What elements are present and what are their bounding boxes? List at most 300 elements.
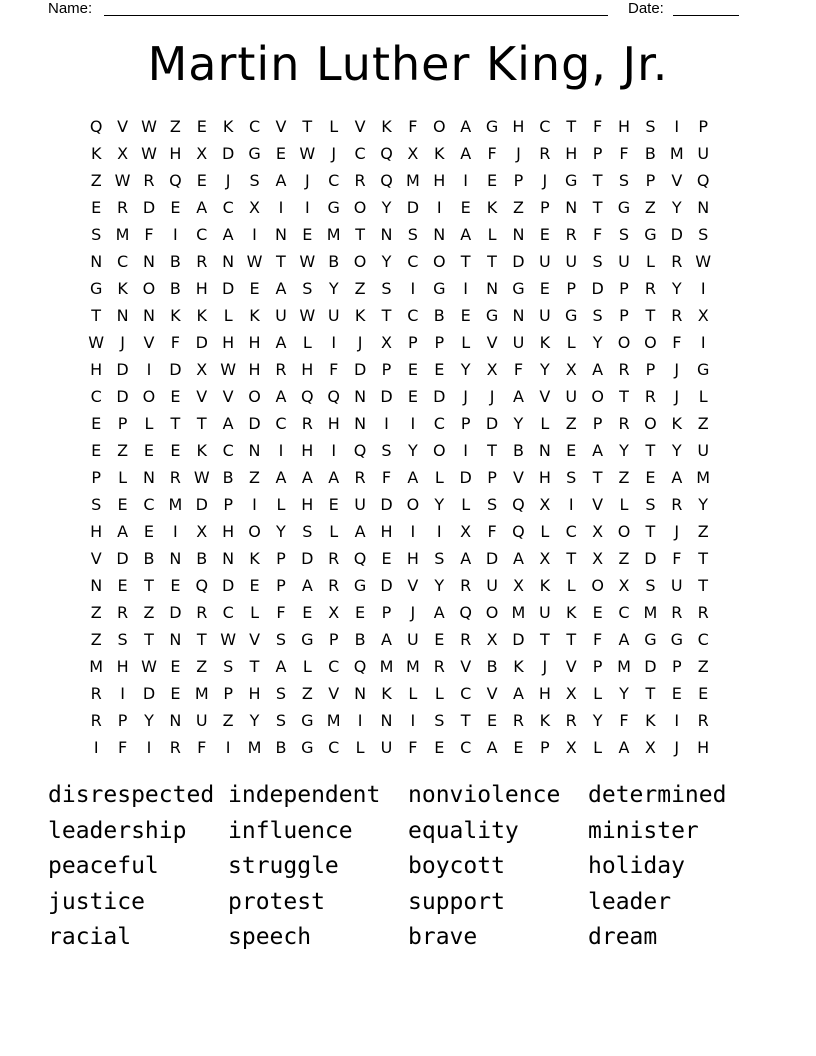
grid-letter[interactable]: Z bbox=[697, 522, 709, 541]
grid-letter[interactable]: H bbox=[248, 684, 261, 703]
grid-letter[interactable]: R bbox=[354, 171, 366, 190]
grid-letter[interactable]: Z bbox=[222, 711, 234, 730]
grid-letter[interactable]: H bbox=[248, 333, 261, 352]
grid-letter[interactable]: C bbox=[328, 171, 340, 190]
grid-letter[interactable]: L bbox=[619, 495, 629, 514]
grid-letter[interactable]: O bbox=[248, 387, 261, 406]
grid-letter[interactable]: O bbox=[353, 198, 367, 217]
grid-letter[interactable]: W bbox=[299, 306, 316, 325]
grid-letter[interactable]: R bbox=[565, 711, 577, 730]
grid-letter[interactable]: L bbox=[593, 738, 603, 757]
grid-letter[interactable]: L bbox=[118, 468, 128, 487]
grid-letter[interactable]: U bbox=[670, 576, 683, 595]
grid-letter[interactable]: E bbox=[91, 414, 102, 433]
grid-letter[interactable]: A bbox=[354, 522, 366, 541]
grid-letter[interactable]: N bbox=[142, 468, 155, 487]
grid-letter[interactable]: E bbox=[698, 684, 709, 703]
grid-letter[interactable]: M bbox=[247, 738, 262, 757]
grid-letter[interactable]: W bbox=[88, 333, 105, 352]
grid-letter[interactable]: A bbox=[460, 225, 472, 244]
grid-letter[interactable]: Z bbox=[618, 468, 630, 487]
grid-letter[interactable]: Q bbox=[353, 657, 367, 676]
grid-letter[interactable]: H bbox=[301, 495, 314, 514]
grid-letter[interactable]: T bbox=[487, 252, 497, 271]
grid-letter[interactable]: Y bbox=[592, 711, 603, 730]
grid-letter[interactable]: B bbox=[196, 549, 208, 568]
grid-letter[interactable]: D bbox=[380, 387, 393, 406]
grid-letter[interactable]: V bbox=[328, 684, 340, 703]
grid-letter[interactable]: X bbox=[249, 198, 261, 217]
grid-letter[interactable]: J bbox=[304, 171, 310, 190]
grid-letter[interactable]: W bbox=[193, 468, 210, 487]
grid-letter[interactable]: C bbox=[460, 738, 472, 757]
grid-letter[interactable]: A bbox=[592, 360, 604, 379]
grid-letter[interactable]: G bbox=[565, 306, 578, 325]
grid-letter[interactable]: F bbox=[408, 738, 418, 757]
grid-letter[interactable]: R bbox=[90, 684, 102, 703]
grid-letter[interactable]: L bbox=[461, 495, 471, 514]
grid-letter[interactable]: D bbox=[644, 549, 657, 568]
grid-letter[interactable]: R bbox=[618, 414, 630, 433]
grid-letter[interactable]: X bbox=[592, 522, 604, 541]
grid-letter[interactable]: V bbox=[539, 387, 551, 406]
grid-letter[interactable]: K bbox=[196, 306, 207, 325]
grid-letter[interactable]: F bbox=[381, 468, 392, 487]
grid-letter[interactable]: E bbox=[592, 603, 603, 622]
grid-letter[interactable]: M bbox=[89, 657, 104, 676]
grid-letter[interactable]: H bbox=[512, 117, 525, 136]
grid-letter[interactable]: F bbox=[619, 144, 629, 163]
grid-letter[interactable]: O bbox=[142, 279, 156, 298]
name-blank-line[interactable] bbox=[104, 15, 608, 16]
grid-letter[interactable]: B bbox=[222, 468, 234, 487]
grid-letter[interactable]: I bbox=[278, 441, 284, 460]
grid-letter[interactable]: E bbox=[117, 495, 128, 514]
grid-letter[interactable]: E bbox=[487, 711, 498, 730]
grid-letter[interactable]: E bbox=[434, 738, 445, 757]
grid-letter[interactable]: W bbox=[220, 360, 237, 379]
grid-letter[interactable]: T bbox=[460, 711, 471, 730]
grid-letter[interactable]: P bbox=[381, 603, 392, 622]
grid-letter[interactable]: P bbox=[276, 549, 286, 568]
grid-letter[interactable]: N bbox=[380, 225, 393, 244]
grid-letter[interactable]: P bbox=[619, 306, 629, 325]
grid-letter[interactable]: F bbox=[672, 333, 682, 352]
grid-letter[interactable]: C bbox=[90, 387, 102, 406]
grid-letter[interactable]: D bbox=[380, 576, 393, 595]
grid-letter[interactable]: D bbox=[353, 360, 367, 379]
grid-letter[interactable]: H bbox=[538, 468, 551, 487]
grid-letter[interactable]: R bbox=[644, 387, 656, 406]
grid-letter[interactable]: S bbox=[592, 306, 603, 325]
grid-letter[interactable]: C bbox=[565, 522, 577, 541]
grid-letter[interactable]: L bbox=[302, 657, 312, 676]
grid-letter[interactable]: D bbox=[512, 630, 525, 649]
grid-letter[interactable]: S bbox=[91, 225, 102, 244]
grid-letter[interactable]: A bbox=[117, 522, 129, 541]
grid-letter[interactable]: K bbox=[249, 549, 260, 568]
grid-letter[interactable]: K bbox=[170, 306, 181, 325]
grid-letter[interactable]: P bbox=[487, 468, 497, 487]
grid-letter[interactable]: Y bbox=[619, 441, 629, 460]
grid-letter[interactable]: I bbox=[331, 333, 337, 352]
grid-letter[interactable]: F bbox=[672, 549, 682, 568]
grid-letter[interactable]: S bbox=[645, 576, 656, 595]
grid-letter[interactable]: D bbox=[195, 333, 208, 352]
grid-letter[interactable]: Z bbox=[301, 684, 313, 703]
grid-letter[interactable]: B bbox=[143, 549, 155, 568]
grid-letter[interactable]: Q bbox=[512, 522, 525, 541]
grid-letter[interactable]: V bbox=[196, 387, 208, 406]
grid-letter[interactable]: V bbox=[486, 333, 498, 352]
grid-letter[interactable]: L bbox=[434, 468, 444, 487]
grid-letter[interactable]: S bbox=[302, 279, 313, 298]
grid-letter[interactable]: S bbox=[381, 441, 392, 460]
grid-letter[interactable]: U bbox=[327, 306, 340, 325]
grid-letter[interactable]: R bbox=[169, 738, 181, 757]
grid-letter[interactable]: S bbox=[407, 225, 418, 244]
grid-letter[interactable]: X bbox=[565, 360, 577, 379]
grid-letter[interactable]: U bbox=[407, 630, 419, 649]
grid-letter[interactable]: K bbox=[539, 333, 551, 352]
grid-letter[interactable]: A bbox=[275, 171, 287, 190]
grid-letter[interactable]: B bbox=[486, 657, 498, 676]
grid-letter[interactable]: X bbox=[196, 522, 208, 541]
grid-letter[interactable]: M bbox=[168, 495, 183, 514]
grid-letter[interactable]: N bbox=[354, 684, 367, 703]
grid-letter[interactable]: G bbox=[433, 279, 446, 298]
grid-letter[interactable]: Y bbox=[539, 360, 550, 379]
grid-letter[interactable]: Q bbox=[380, 171, 393, 190]
grid-letter[interactable]: H bbox=[116, 657, 129, 676]
grid-letter[interactable]: Y bbox=[592, 333, 603, 352]
grid-letter[interactable]: A bbox=[222, 225, 234, 244]
grid-letter[interactable]: Z bbox=[90, 603, 102, 622]
grid-letter[interactable]: T bbox=[592, 171, 603, 190]
grid-letter[interactable]: S bbox=[645, 117, 656, 136]
grid-letter[interactable]: L bbox=[540, 522, 550, 541]
grid-letter[interactable]: U bbox=[380, 738, 393, 757]
grid-letter[interactable]: R bbox=[196, 252, 208, 271]
grid-letter[interactable]: Q bbox=[169, 171, 182, 190]
grid-letter[interactable]: A bbox=[433, 603, 445, 622]
grid-letter[interactable]: H bbox=[195, 279, 208, 298]
grid-letter[interactable]: V bbox=[143, 333, 155, 352]
grid-letter[interactable]: Z bbox=[697, 414, 709, 433]
grid-letter[interactable]: I bbox=[252, 225, 257, 244]
grid-letter[interactable]: K bbox=[117, 279, 128, 298]
grid-letter[interactable]: H bbox=[538, 684, 551, 703]
grid-letter[interactable]: R bbox=[169, 468, 181, 487]
grid-letter[interactable]: G bbox=[301, 738, 314, 757]
grid-letter[interactable]: R bbox=[328, 576, 340, 595]
grid-letter[interactable]: L bbox=[302, 333, 312, 352]
grid-letter[interactable]: S bbox=[275, 630, 286, 649]
grid-letter[interactable]: G bbox=[248, 144, 261, 163]
grid-letter[interactable]: Z bbox=[117, 441, 129, 460]
grid-letter[interactable]: E bbox=[143, 441, 155, 460]
grid-letter[interactable]: P bbox=[592, 144, 603, 163]
grid-letter[interactable]: G bbox=[327, 198, 340, 217]
grid-letter[interactable]: P bbox=[540, 198, 550, 217]
grid-letter[interactable]: N bbox=[169, 630, 182, 649]
grid-letter[interactable]: F bbox=[619, 711, 629, 730]
grid-letter[interactable]: V bbox=[117, 117, 129, 136]
grid-letter[interactable]: H bbox=[248, 360, 261, 379]
grid-letter[interactable]: I bbox=[384, 414, 389, 433]
grid-letter[interactable]: G bbox=[89, 279, 103, 298]
grid-letter[interactable]: J bbox=[489, 387, 495, 406]
grid-letter[interactable]: N bbox=[354, 414, 367, 433]
grid-letter[interactable]: F bbox=[593, 117, 603, 136]
grid-letter[interactable]: E bbox=[671, 684, 682, 703]
grid-letter[interactable]: S bbox=[566, 468, 577, 487]
grid-letter[interactable]: U bbox=[697, 441, 710, 460]
grid-letter[interactable]: E bbox=[170, 387, 181, 406]
grid-letter[interactable]: S bbox=[223, 657, 234, 676]
grid-letter[interactable]: E bbox=[328, 495, 339, 514]
grid-letter[interactable]: E bbox=[170, 198, 181, 217]
grid-letter[interactable]: E bbox=[407, 387, 418, 406]
grid-letter[interactable]: F bbox=[170, 333, 180, 352]
grid-letter[interactable]: L bbox=[645, 252, 655, 271]
grid-letter[interactable]: H bbox=[169, 144, 182, 163]
grid-letter[interactable]: X bbox=[512, 576, 524, 595]
grid-letter[interactable]: V bbox=[512, 468, 524, 487]
grid-letter[interactable]: F bbox=[487, 522, 497, 541]
grid-letter[interactable]: T bbox=[645, 306, 656, 325]
grid-letter[interactable]: E bbox=[275, 144, 286, 163]
grid-letter[interactable]: K bbox=[196, 441, 207, 460]
grid-letter[interactable]: E bbox=[645, 468, 656, 487]
grid-letter[interactable]: X bbox=[486, 630, 498, 649]
grid-letter[interactable]: F bbox=[197, 738, 207, 757]
grid-letter[interactable]: Q bbox=[353, 441, 367, 460]
grid-letter[interactable]: D bbox=[485, 414, 499, 433]
grid-letter[interactable]: T bbox=[698, 549, 709, 568]
grid-letter[interactable]: X bbox=[460, 522, 472, 541]
grid-letter[interactable]: Z bbox=[90, 630, 102, 649]
grid-letter[interactable]: Y bbox=[698, 495, 709, 514]
grid-letter[interactable]: Y bbox=[513, 414, 524, 433]
grid-letter[interactable]: L bbox=[144, 414, 154, 433]
grid-letter[interactable]: I bbox=[252, 495, 257, 514]
grid-letter[interactable]: N bbox=[380, 711, 393, 730]
grid-letter[interactable]: K bbox=[434, 144, 445, 163]
grid-letter[interactable]: B bbox=[328, 252, 340, 271]
grid-letter[interactable]: O bbox=[485, 603, 499, 622]
grid-letter[interactable]: O bbox=[248, 522, 261, 541]
grid-letter[interactable]: U bbox=[538, 252, 551, 271]
grid-letter[interactable]: A bbox=[512, 387, 524, 406]
grid-letter[interactable]: A bbox=[460, 117, 472, 136]
grid-letter[interactable]: L bbox=[461, 333, 471, 352]
grid-letter[interactable]: J bbox=[674, 387, 680, 406]
grid-letter[interactable]: C bbox=[539, 117, 551, 136]
grid-letter[interactable]: C bbox=[433, 414, 445, 433]
grid-letter[interactable]: P bbox=[698, 117, 708, 136]
grid-letter[interactable]: F bbox=[329, 360, 339, 379]
grid-letter[interactable]: A bbox=[618, 630, 630, 649]
grid-letter[interactable]: Y bbox=[671, 279, 682, 298]
grid-letter[interactable]: T bbox=[487, 441, 497, 460]
grid-letter[interactable]: O bbox=[432, 117, 446, 136]
grid-letter[interactable]: T bbox=[196, 630, 207, 649]
grid-letter[interactable]: Q bbox=[327, 387, 340, 406]
grid-letter[interactable]: V bbox=[460, 657, 472, 676]
grid-letter[interactable]: U bbox=[195, 711, 208, 730]
grid-letter[interactable]: D bbox=[195, 495, 208, 514]
grid-letter[interactable]: P bbox=[328, 630, 339, 649]
grid-letter[interactable]: M bbox=[617, 657, 631, 676]
grid-letter[interactable]: W bbox=[141, 117, 157, 136]
grid-letter[interactable]: Z bbox=[90, 171, 102, 190]
grid-letter[interactable]: E bbox=[434, 630, 445, 649]
grid-letter[interactable]: M bbox=[115, 225, 130, 244]
grid-letter[interactable]: E bbox=[566, 441, 577, 460]
grid-letter[interactable]: R bbox=[433, 657, 445, 676]
grid-letter[interactable]: Q bbox=[353, 549, 367, 568]
grid-letter[interactable]: H bbox=[380, 522, 393, 541]
grid-letter[interactable]: I bbox=[278, 198, 284, 217]
grid-letter[interactable]: R bbox=[460, 576, 472, 595]
grid-letter[interactable]: J bbox=[331, 144, 337, 163]
grid-letter[interactable]: F bbox=[593, 225, 603, 244]
grid-letter[interactable]: G bbox=[485, 117, 499, 136]
grid-letter[interactable]: E bbox=[91, 441, 102, 460]
grid-letter[interactable]: A bbox=[512, 684, 524, 703]
grid-letter[interactable]: R bbox=[275, 360, 287, 379]
grid-letter[interactable]: T bbox=[619, 387, 629, 406]
grid-letter[interactable]: C bbox=[618, 603, 630, 622]
grid-letter[interactable]: G bbox=[485, 306, 499, 325]
grid-letter[interactable]: P bbox=[540, 738, 550, 757]
grid-letter[interactable]: D bbox=[512, 252, 525, 271]
grid-letter[interactable]: T bbox=[566, 549, 577, 568]
grid-letter[interactable]: G bbox=[512, 279, 525, 298]
grid-letter[interactable]: G bbox=[565, 171, 578, 190]
grid-letter[interactable]: M bbox=[696, 468, 711, 487]
grid-letter[interactable]: M bbox=[405, 171, 420, 190]
grid-letter[interactable]: E bbox=[196, 117, 207, 136]
grid-letter[interactable]: J bbox=[674, 360, 680, 379]
grid-letter[interactable]: E bbox=[407, 360, 418, 379]
grid-letter[interactable]: Y bbox=[381, 252, 392, 271]
grid-letter[interactable]: J bbox=[542, 171, 548, 190]
grid-letter[interactable]: K bbox=[381, 117, 392, 136]
grid-letter[interactable]: O bbox=[617, 522, 631, 541]
grid-letter[interactable]: E bbox=[434, 360, 445, 379]
grid-letter[interactable]: H bbox=[406, 549, 419, 568]
grid-letter[interactable]: A bbox=[222, 414, 234, 433]
grid-letter[interactable]: P bbox=[223, 495, 233, 514]
grid-letter[interactable]: T bbox=[539, 630, 550, 649]
grid-letter[interactable]: D bbox=[169, 360, 182, 379]
grid-letter[interactable]: F bbox=[276, 603, 286, 622]
grid-letter[interactable]: N bbox=[142, 252, 155, 271]
grid-letter[interactable]: V bbox=[249, 630, 261, 649]
grid-letter[interactable]: E bbox=[302, 225, 313, 244]
grid-letter[interactable]: C bbox=[407, 306, 419, 325]
grid-letter[interactable]: Z bbox=[169, 117, 181, 136]
grid-letter[interactable]: F bbox=[487, 144, 497, 163]
grid-letter[interactable]: D bbox=[380, 495, 393, 514]
grid-letter[interactable]: O bbox=[644, 414, 657, 433]
grid-letter[interactable]: N bbox=[142, 306, 155, 325]
grid-letter[interactable]: A bbox=[460, 549, 472, 568]
grid-letter[interactable]: P bbox=[566, 279, 577, 298]
grid-letter[interactable]: I bbox=[700, 279, 706, 298]
grid-letter[interactable]: K bbox=[539, 711, 551, 730]
grid-letter[interactable]: X bbox=[328, 603, 340, 622]
grid-letter[interactable]: P bbox=[91, 468, 102, 487]
grid-letter[interactable]: C bbox=[222, 198, 234, 217]
grid-letter[interactable]: V bbox=[354, 117, 366, 136]
grid-letter[interactable]: I bbox=[436, 198, 442, 217]
grid-letter[interactable]: D bbox=[116, 549, 129, 568]
grid-letter[interactable]: K bbox=[249, 306, 260, 325]
grid-letter[interactable]: Y bbox=[460, 360, 471, 379]
grid-letter[interactable]: Q bbox=[512, 495, 525, 514]
grid-letter[interactable]: G bbox=[644, 630, 657, 649]
grid-letter[interactable]: H bbox=[222, 522, 235, 541]
grid-letter[interactable]: G bbox=[353, 576, 367, 595]
grid-letter[interactable]: E bbox=[196, 171, 207, 190]
grid-letter[interactable]: Z bbox=[644, 198, 656, 217]
grid-letter[interactable]: D bbox=[459, 468, 472, 487]
grid-letter[interactable]: H bbox=[433, 171, 446, 190]
grid-letter[interactable]: Q bbox=[301, 387, 314, 406]
grid-letter[interactable]: V bbox=[592, 495, 604, 514]
grid-letter[interactable]: A bbox=[301, 468, 313, 487]
grid-letter[interactable]: C bbox=[222, 603, 234, 622]
grid-letter[interactable]: N bbox=[169, 711, 182, 730]
grid-letter[interactable]: I bbox=[436, 522, 442, 541]
grid-letter[interactable]: T bbox=[144, 630, 154, 649]
grid-letter[interactable]: J bbox=[225, 171, 231, 190]
grid-letter[interactable]: T bbox=[645, 522, 656, 541]
grid-letter[interactable]: D bbox=[142, 198, 156, 217]
grid-letter[interactable]: U bbox=[354, 495, 366, 514]
grid-letter[interactable]: C bbox=[328, 657, 340, 676]
grid-letter[interactable]: I bbox=[463, 279, 469, 298]
grid-letter[interactable]: A bbox=[196, 198, 208, 217]
grid-letter[interactable]: V bbox=[90, 549, 102, 568]
grid-letter[interactable]: K bbox=[381, 684, 392, 703]
grid-letter[interactable]: H bbox=[617, 117, 631, 136]
grid-letter[interactable]: D bbox=[221, 576, 235, 595]
grid-letter[interactable]: J bbox=[120, 333, 125, 352]
grid-letter[interactable]: M bbox=[405, 657, 420, 676]
grid-letter[interactable]: I bbox=[674, 711, 680, 730]
grid-letter[interactable]: H bbox=[90, 360, 103, 379]
grid-letter[interactable]: R bbox=[671, 603, 683, 622]
grid-letter[interactable]: L bbox=[355, 738, 365, 757]
grid-letter[interactable]: R bbox=[671, 252, 683, 271]
grid-letter[interactable]: J bbox=[357, 333, 363, 352]
grid-letter[interactable]: R bbox=[328, 549, 340, 568]
grid-letter[interactable]: U bbox=[565, 252, 578, 271]
grid-letter[interactable]: R bbox=[117, 603, 129, 622]
grid-letter[interactable]: K bbox=[486, 198, 498, 217]
grid-letter[interactable]: U bbox=[538, 306, 551, 325]
grid-letter[interactable]: J bbox=[674, 738, 680, 757]
grid-letter[interactable]: D bbox=[142, 684, 156, 703]
grid-letter[interactable]: M bbox=[326, 711, 341, 730]
grid-letter[interactable]: X bbox=[697, 306, 709, 325]
grid-letter[interactable]: V bbox=[222, 387, 234, 406]
grid-letter[interactable]: E bbox=[381, 549, 392, 568]
